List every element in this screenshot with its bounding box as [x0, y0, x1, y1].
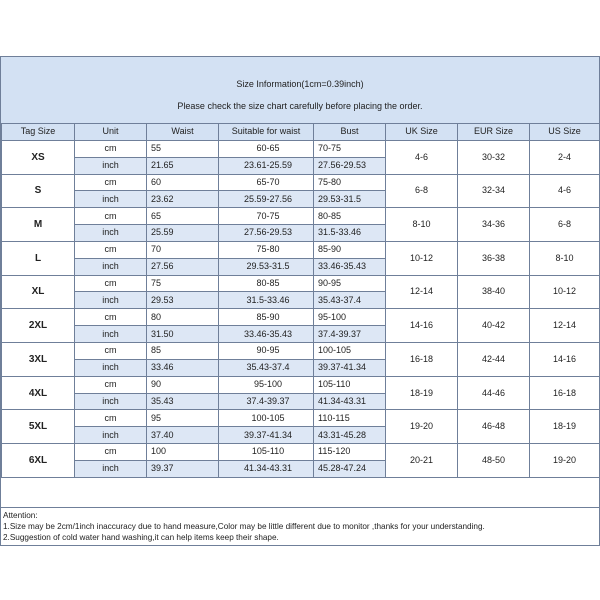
header-us-size: US Size [530, 124, 600, 141]
suitable-waist-cell: 35.43-37.4 [219, 359, 314, 376]
unit-cell: cm [75, 140, 147, 157]
suitable-waist-cell: 33.46-35.43 [219, 326, 314, 343]
unit-cell: inch [75, 225, 147, 242]
waist-cell: 33.46 [147, 359, 219, 376]
uk-size-cell: 6-8 [386, 174, 458, 208]
uk-size-cell: 8-10 [386, 208, 458, 242]
suitable-waist-cell: 70-75 [219, 208, 314, 225]
tag-size-cell: 5XL [2, 410, 75, 444]
table-row [2, 140, 600, 157]
bust-cell: 85-90 [314, 241, 386, 258]
unit-cell: cm [75, 376, 147, 393]
unit-cell: inch [75, 326, 147, 343]
waist-cell: 60 [147, 174, 219, 191]
table-row [2, 241, 600, 258]
us-size-cell: 2-4 [530, 140, 600, 174]
suitable-waist-cell: 85-90 [219, 309, 314, 326]
uk-size-cell: 16-18 [386, 342, 458, 376]
tag-size-cell: 3XL [2, 342, 75, 376]
attention-notes [1, 507, 599, 545]
suitable-waist-cell: 95-100 [219, 376, 314, 393]
waist-cell: 23.62 [147, 191, 219, 208]
us-size-cell: 8-10 [530, 241, 600, 275]
eur-size-cell: 42-44 [458, 342, 530, 376]
tag-size-cell: M [2, 208, 75, 242]
suitable-waist-cell: 37.4-39.37 [219, 393, 314, 410]
unit-cell: cm [75, 275, 147, 292]
eur-size-cell: 32-34 [458, 174, 530, 208]
bust-cell: 95-100 [314, 309, 386, 326]
eur-size-cell: 38-40 [458, 275, 530, 309]
bust-cell: 31.5-33.46 [314, 225, 386, 242]
bust-cell: 27.56-29.53 [314, 157, 386, 174]
tag-size-cell: 4XL [2, 376, 75, 410]
unit-cell: cm [75, 410, 147, 427]
waist-cell: 95 [147, 410, 219, 427]
suitable-waist-cell: 65-70 [219, 174, 314, 191]
bust-cell: 39.37-41.34 [314, 359, 386, 376]
header-uk-size: UK Size [386, 124, 458, 141]
header-suitable-waist: Suitable for waist [219, 124, 314, 141]
waist-cell: 70 [147, 241, 219, 258]
waist-cell: 21.65 [147, 157, 219, 174]
waist-cell: 65 [147, 208, 219, 225]
eur-size-cell: 30-32 [458, 140, 530, 174]
tag-size-cell: XS [2, 140, 75, 174]
eur-size-cell: 40-42 [458, 309, 530, 343]
bust-cell: 70-75 [314, 140, 386, 157]
bust-cell: 33.46-35.43 [314, 258, 386, 275]
notes-line-1: 1.Size may be 2cm/1inch inaccuracy due to hand measure,Color may be little different due to monitor ,thanks for your understanding. [3, 522, 485, 531]
table-row [2, 174, 600, 191]
bust-cell: 41.34-43.31 [314, 393, 386, 410]
unit-cell: inch [75, 427, 147, 444]
size-table [1, 123, 600, 478]
us-size-cell: 10-12 [530, 275, 600, 309]
unit-cell: cm [75, 174, 147, 191]
waist-cell: 35.43 [147, 393, 219, 410]
suitable-waist-cell: 80-85 [219, 275, 314, 292]
suitable-waist-cell: 39.37-41.34 [219, 427, 314, 444]
bust-cell: 29.53-31.5 [314, 191, 386, 208]
unit-cell: inch [75, 157, 147, 174]
unit-cell: cm [75, 444, 147, 461]
bust-cell: 43.31-45.28 [314, 427, 386, 444]
us-size-cell: 16-18 [530, 376, 600, 410]
suitable-waist-cell: 75-80 [219, 241, 314, 258]
unit-cell: cm [75, 342, 147, 359]
eur-size-cell: 44-46 [458, 376, 530, 410]
table-row [2, 208, 600, 225]
table-row [2, 342, 600, 359]
waist-cell: 37.40 [147, 427, 219, 444]
header-eur-size: EUR Size [458, 124, 530, 141]
tag-size-cell: 6XL [2, 444, 75, 478]
suitable-waist-cell: 25.59-27.56 [219, 191, 314, 208]
bust-cell: 115-120 [314, 444, 386, 461]
eur-size-cell: 46-48 [458, 410, 530, 444]
bust-cell: 90-95 [314, 275, 386, 292]
bust-cell: 45.28-47.24 [314, 460, 386, 477]
us-size-cell: 14-16 [530, 342, 600, 376]
us-size-cell: 19-20 [530, 444, 600, 478]
unit-cell: inch [75, 460, 147, 477]
unit-cell: inch [75, 292, 147, 309]
us-size-cell: 12-14 [530, 309, 600, 343]
unit-cell: inch [75, 393, 147, 410]
notes-heading: Attention: [3, 511, 38, 520]
notes-line-2: 2.Suggestion of cold water hand washing,it can help items keep their shape. [3, 533, 279, 542]
bust-cell: 105-110 [314, 376, 386, 393]
bust-cell: 110-115 [314, 410, 386, 427]
waist-cell: 27.56 [147, 258, 219, 275]
table-row [2, 275, 600, 292]
us-size-cell: 6-8 [530, 208, 600, 242]
unit-cell: inch [75, 191, 147, 208]
waist-cell: 90 [147, 376, 219, 393]
waist-cell: 75 [147, 275, 219, 292]
uk-size-cell: 19-20 [386, 410, 458, 444]
table-row [2, 444, 600, 461]
uk-size-cell: 14-16 [386, 309, 458, 343]
suitable-waist-cell: 23.61-25.59 [219, 157, 314, 174]
bust-cell: 75-80 [314, 174, 386, 191]
unit-cell: cm [75, 241, 147, 258]
us-size-cell: 18-19 [530, 410, 600, 444]
bust-cell: 35.43-37.4 [314, 292, 386, 309]
size-chart-sheet [0, 56, 600, 546]
unit-cell: cm [75, 208, 147, 225]
uk-size-cell: 18-19 [386, 376, 458, 410]
unit-cell: inch [75, 359, 147, 376]
waist-cell: 80 [147, 309, 219, 326]
suitable-waist-cell: 27.56-29.53 [219, 225, 314, 242]
header-tag-size: Tag Size [2, 124, 75, 141]
eur-size-cell: 48-50 [458, 444, 530, 478]
tag-size-cell: 2XL [2, 309, 75, 343]
unit-cell: cm [75, 309, 147, 326]
suitable-waist-cell: 41.34-43.31 [219, 460, 314, 477]
tag-size-cell: L [2, 241, 75, 275]
suitable-waist-cell: 29.53-31.5 [219, 258, 314, 275]
uk-size-cell: 10-12 [386, 241, 458, 275]
table-row [2, 376, 600, 393]
unit-cell: inch [75, 258, 147, 275]
suitable-waist-cell: 31.5-33.46 [219, 292, 314, 309]
waist-cell: 100 [147, 444, 219, 461]
bust-cell: 37.4-39.37 [314, 326, 386, 343]
table-header-row [2, 124, 600, 141]
suitable-waist-cell: 100-105 [219, 410, 314, 427]
suitable-waist-cell: 90-95 [219, 342, 314, 359]
eur-size-cell: 36-38 [458, 241, 530, 275]
suitable-waist-cell: 105-110 [219, 444, 314, 461]
tag-size-cell: S [2, 174, 75, 208]
eur-size-cell: 34-36 [458, 208, 530, 242]
header-waist: Waist [147, 124, 219, 141]
suitable-waist-cell: 60-65 [219, 140, 314, 157]
tag-size-cell: XL [2, 275, 75, 309]
header-bust: Bust [314, 124, 386, 141]
uk-size-cell: 20-21 [386, 444, 458, 478]
uk-size-cell: 4-6 [386, 140, 458, 174]
waist-cell: 85 [147, 342, 219, 359]
waist-cell: 29.53 [147, 292, 219, 309]
size-chart-notice: Please check the size chart carefully before placing the order. [1, 90, 599, 124]
size-info-title: Size Information(1cm=0.39inch) [1, 57, 599, 91]
table-row [2, 309, 600, 326]
waist-cell: 25.59 [147, 225, 219, 242]
uk-size-cell: 12-14 [386, 275, 458, 309]
bust-cell: 100-105 [314, 342, 386, 359]
us-size-cell: 4-6 [530, 174, 600, 208]
table-row [2, 410, 600, 427]
header-unit: Unit [75, 124, 147, 141]
bust-cell: 80-85 [314, 208, 386, 225]
waist-cell: 39.37 [147, 460, 219, 477]
waist-cell: 31.50 [147, 326, 219, 343]
waist-cell: 55 [147, 140, 219, 157]
size-table-body [2, 140, 600, 477]
